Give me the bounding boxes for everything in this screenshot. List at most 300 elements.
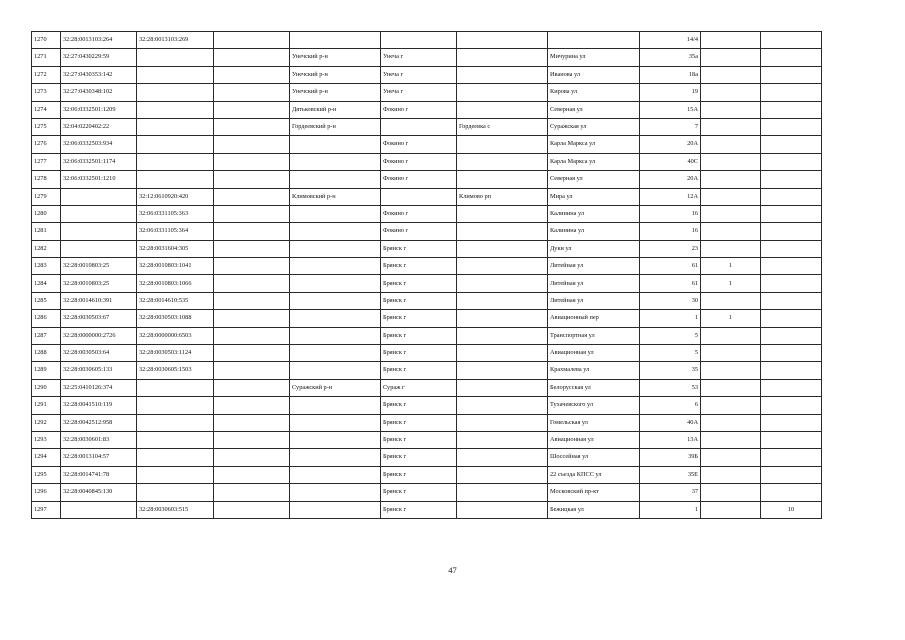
region-cell xyxy=(214,84,290,101)
cadastral-number-cell: 32:06:0332501:1209 xyxy=(61,101,137,118)
house-number-cell: 18а xyxy=(640,66,701,83)
settlement-cell xyxy=(457,327,548,344)
table-row xyxy=(32,118,822,135)
property-register-table xyxy=(31,31,822,519)
table-row xyxy=(32,292,822,309)
row-number-cell: 1284 xyxy=(32,275,61,292)
settlement-cell xyxy=(457,223,548,240)
apartment-cell xyxy=(761,66,822,83)
row-number-cell: 1281 xyxy=(32,223,61,240)
apartment-cell xyxy=(761,240,822,257)
house-number-cell: 7 xyxy=(640,118,701,135)
settlement-cell xyxy=(457,379,548,396)
district-cell: Дятьковский р-н xyxy=(290,101,381,118)
house-number-cell: 5 xyxy=(640,345,701,362)
city-cell: Брянск г xyxy=(381,397,457,414)
apartment-cell xyxy=(761,275,822,292)
district-cell xyxy=(290,310,381,327)
region-cell xyxy=(214,49,290,66)
building-cell xyxy=(701,327,761,344)
settlement-cell xyxy=(457,66,548,83)
cadastral-number-cell xyxy=(61,205,137,222)
building-cell xyxy=(701,188,761,205)
district-cell xyxy=(290,397,381,414)
house-number-cell: 61 xyxy=(640,258,701,275)
settlement-cell: Климово рп xyxy=(457,188,548,205)
apartment-cell xyxy=(761,397,822,414)
district-cell: Суражский р-н xyxy=(290,379,381,396)
district-cell xyxy=(290,136,381,153)
region-cell xyxy=(214,136,290,153)
table-row xyxy=(32,362,822,379)
apartment-cell xyxy=(761,188,822,205)
premises-cadastral-number-cell xyxy=(137,466,214,483)
house-number-cell: 35Е xyxy=(640,466,701,483)
city-cell: Брянск г xyxy=(381,431,457,448)
row-number-cell: 1289 xyxy=(32,362,61,379)
house-number-cell: 39Б xyxy=(640,449,701,466)
settlement-cell xyxy=(457,414,548,431)
building-cell xyxy=(701,118,761,135)
city-cell: Брянск г xyxy=(381,414,457,431)
city-cell: Брянск г xyxy=(381,362,457,379)
street-cell: Дуки ул xyxy=(548,240,640,257)
apartment-cell xyxy=(761,118,822,135)
premises-cadastral-number-cell: 32:28:0031604:305 xyxy=(137,240,214,257)
building-cell: 1 xyxy=(701,258,761,275)
city-cell: Унеча г xyxy=(381,49,457,66)
region-cell xyxy=(214,397,290,414)
row-number-cell: 1277 xyxy=(32,153,61,170)
region-cell xyxy=(214,101,290,118)
city-cell: Фокино г xyxy=(381,136,457,153)
table-body xyxy=(32,32,822,519)
region-cell xyxy=(214,240,290,257)
city-cell: Фокино г xyxy=(381,223,457,240)
house-number-cell: 1 xyxy=(640,501,701,518)
premises-cadastral-number-cell: 32:06:0331105:363 xyxy=(137,205,214,222)
street-cell: Мира ул xyxy=(548,188,640,205)
table-row xyxy=(32,153,822,170)
region-cell xyxy=(214,188,290,205)
city-cell: Фокино г xyxy=(381,171,457,188)
region-cell xyxy=(214,223,290,240)
district-cell xyxy=(290,431,381,448)
premises-cadastral-number-cell: 32:28:0030603:515 xyxy=(137,501,214,518)
cadastral-number-cell xyxy=(61,501,137,518)
row-number-cell: 1270 xyxy=(32,32,61,49)
premises-cadastral-number-cell xyxy=(137,171,214,188)
street-cell: Белорусская ул xyxy=(548,379,640,396)
street-cell: Бежицкая ул xyxy=(548,501,640,518)
building-cell xyxy=(701,49,761,66)
house-number-cell: 35а xyxy=(640,49,701,66)
building-cell xyxy=(701,414,761,431)
table-row xyxy=(32,171,822,188)
street-cell: Иванова ул xyxy=(548,66,640,83)
settlement-cell xyxy=(457,240,548,257)
region-cell xyxy=(214,414,290,431)
row-number-cell: 1292 xyxy=(32,414,61,431)
district-cell xyxy=(290,223,381,240)
apartment-cell xyxy=(761,449,822,466)
cadastral-number-cell: 32:27:0430229:59 xyxy=(61,49,137,66)
street-cell: Крахмалева ул xyxy=(548,362,640,379)
district-cell xyxy=(290,240,381,257)
district-cell: Унечский р-н xyxy=(290,49,381,66)
region-cell xyxy=(214,466,290,483)
settlement-cell xyxy=(457,484,548,501)
premises-cadastral-number-cell xyxy=(137,118,214,135)
premises-cadastral-number-cell xyxy=(137,379,214,396)
region-cell xyxy=(214,449,290,466)
settlement-cell xyxy=(457,292,548,309)
cadastral-number-cell: 32:28:0042512:958 xyxy=(61,414,137,431)
house-number-cell: 14/4 xyxy=(640,32,701,49)
settlement-cell xyxy=(457,275,548,292)
apartment-cell xyxy=(761,292,822,309)
district-cell xyxy=(290,466,381,483)
district-cell xyxy=(290,345,381,362)
house-number-cell: 20А xyxy=(640,171,701,188)
city-cell: Брянск г xyxy=(381,449,457,466)
table-row xyxy=(32,66,822,83)
house-number-cell: 53 xyxy=(640,379,701,396)
cadastral-number-cell: 32:28:0040845:130 xyxy=(61,484,137,501)
settlement-cell xyxy=(457,101,548,118)
street-cell: Транспортная ул xyxy=(548,327,640,344)
table-row xyxy=(32,397,822,414)
city-cell xyxy=(381,188,457,205)
row-number-cell: 1294 xyxy=(32,449,61,466)
house-number-cell: 5 xyxy=(640,327,701,344)
district-cell xyxy=(290,362,381,379)
district-cell xyxy=(290,258,381,275)
district-cell xyxy=(290,205,381,222)
street-cell: Кирова ул xyxy=(548,84,640,101)
house-number-cell: 16 xyxy=(640,205,701,222)
table-row xyxy=(32,136,822,153)
city-cell: Брянск г xyxy=(381,292,457,309)
street-cell: Литейная ул xyxy=(548,292,640,309)
settlement-cell xyxy=(457,84,548,101)
building-cell xyxy=(701,345,761,362)
premises-cadastral-number-cell xyxy=(137,101,214,118)
cadastral-number-cell: 32:28:0010803:25 xyxy=(61,258,137,275)
building-cell xyxy=(701,240,761,257)
street-cell: Шоссейная ул xyxy=(548,449,640,466)
row-number-cell: 1290 xyxy=(32,379,61,396)
premises-cadastral-number-cell xyxy=(137,66,214,83)
settlement-cell xyxy=(457,205,548,222)
table-row xyxy=(32,223,822,240)
table-row xyxy=(32,327,822,344)
street-cell: Карла Маркса ул xyxy=(548,153,640,170)
district-cell xyxy=(290,275,381,292)
district-cell xyxy=(290,414,381,431)
premises-cadastral-number-cell xyxy=(137,397,214,414)
street-cell: Мичурина ул xyxy=(548,49,640,66)
street-cell: 22 съезда КПСС ул xyxy=(548,466,640,483)
city-cell: Унеча г xyxy=(381,66,457,83)
apartment-cell xyxy=(761,379,822,396)
row-number-cell: 1295 xyxy=(32,466,61,483)
region-cell xyxy=(214,118,290,135)
street-cell: Литейная ул xyxy=(548,275,640,292)
house-number-cell: 1 xyxy=(640,310,701,327)
row-number-cell: 1278 xyxy=(32,171,61,188)
settlement-cell xyxy=(457,258,548,275)
cadastral-number-cell xyxy=(61,223,137,240)
house-number-cell: 35 xyxy=(640,362,701,379)
settlement-cell xyxy=(457,449,548,466)
cadastral-number-cell: 32:28:0014610:391 xyxy=(61,292,137,309)
row-number-cell: 1288 xyxy=(32,345,61,362)
row-number-cell: 1275 xyxy=(32,118,61,135)
premises-cadastral-number-cell: 32:28:0013103:269 xyxy=(137,32,214,49)
settlement-cell xyxy=(457,362,548,379)
settlement-cell xyxy=(457,501,548,518)
building-cell xyxy=(701,362,761,379)
premises-cadastral-number-cell: 32:28:0014610:535 xyxy=(137,292,214,309)
building-cell xyxy=(701,484,761,501)
settlement-cell: Гордеевка с xyxy=(457,118,548,135)
house-number-cell: 23 xyxy=(640,240,701,257)
house-number-cell: 20А xyxy=(640,136,701,153)
premises-cadastral-number-cell xyxy=(137,431,214,448)
apartment-cell xyxy=(761,205,822,222)
premises-cadastral-number-cell: 32:28:0000000:6503 xyxy=(137,327,214,344)
district-cell: Унечский р-н xyxy=(290,84,381,101)
region-cell xyxy=(214,32,290,49)
row-number-cell: 1283 xyxy=(32,258,61,275)
row-number-cell: 1297 xyxy=(32,501,61,518)
table-row xyxy=(32,431,822,448)
premises-cadastral-number-cell xyxy=(137,49,214,66)
premises-cadastral-number-cell xyxy=(137,414,214,431)
row-number-cell: 1287 xyxy=(32,327,61,344)
table-row xyxy=(32,466,822,483)
cadastral-number-cell: 32:27:0430353:142 xyxy=(61,66,137,83)
settlement-cell xyxy=(457,136,548,153)
apartment-cell xyxy=(761,431,822,448)
street-cell: Авиационная ул xyxy=(548,345,640,362)
building-cell xyxy=(701,466,761,483)
apartment-cell xyxy=(761,345,822,362)
region-cell xyxy=(214,362,290,379)
settlement-cell xyxy=(457,345,548,362)
apartment-cell xyxy=(761,171,822,188)
table-row xyxy=(32,484,822,501)
city-cell: Фокино г xyxy=(381,153,457,170)
house-number-cell: 30 xyxy=(640,292,701,309)
region-cell xyxy=(214,501,290,518)
table-row xyxy=(32,49,822,66)
district-cell xyxy=(290,501,381,518)
table-row xyxy=(32,258,822,275)
cadastral-number-cell: 32:28:0041510:119 xyxy=(61,397,137,414)
settlement-cell xyxy=(457,49,548,66)
row-number-cell: 1285 xyxy=(32,292,61,309)
street-cell: Карла Маркса ул xyxy=(548,136,640,153)
apartment-cell xyxy=(761,49,822,66)
settlement-cell xyxy=(457,466,548,483)
city-cell: Брянск г xyxy=(381,258,457,275)
district-cell xyxy=(290,171,381,188)
table-row xyxy=(32,310,822,327)
street-cell: Авиационная ул xyxy=(548,431,640,448)
region-cell xyxy=(214,153,290,170)
city-cell: Брянск г xyxy=(381,275,457,292)
building-cell xyxy=(701,32,761,49)
table-row xyxy=(32,449,822,466)
row-number-cell: 1276 xyxy=(32,136,61,153)
region-cell xyxy=(214,275,290,292)
district-cell xyxy=(290,484,381,501)
apartment-cell: 10 xyxy=(761,501,822,518)
apartment-cell xyxy=(761,484,822,501)
settlement-cell xyxy=(457,153,548,170)
cadastral-number-cell: 32:28:0013103:264 xyxy=(61,32,137,49)
street-cell: Суражская ул xyxy=(548,118,640,135)
city-cell: Брянск г xyxy=(381,327,457,344)
street-cell: Северная ул xyxy=(548,101,640,118)
apartment-cell xyxy=(761,101,822,118)
house-number-cell: 40А xyxy=(640,414,701,431)
table-row xyxy=(32,414,822,431)
building-cell xyxy=(701,501,761,518)
row-number-cell: 1291 xyxy=(32,397,61,414)
city-cell: Фокино г xyxy=(381,101,457,118)
building-cell: 1 xyxy=(701,275,761,292)
premises-cadastral-number-cell xyxy=(137,136,214,153)
region-cell xyxy=(214,66,290,83)
district-cell: Унечский р-н xyxy=(290,66,381,83)
row-number-cell: 1273 xyxy=(32,84,61,101)
settlement-cell xyxy=(457,431,548,448)
apartment-cell xyxy=(761,84,822,101)
building-cell xyxy=(701,171,761,188)
city-cell: Брянск г xyxy=(381,310,457,327)
street-cell: Авиационный пер xyxy=(548,310,640,327)
apartment-cell xyxy=(761,32,822,49)
settlement-cell xyxy=(457,171,548,188)
region-cell xyxy=(214,171,290,188)
street-cell: Тухачевского ул xyxy=(548,397,640,414)
cadastral-number-cell xyxy=(61,188,137,205)
region-cell xyxy=(214,484,290,501)
row-number-cell: 1286 xyxy=(32,310,61,327)
cadastral-number-cell: 32:06:0332501:1210 xyxy=(61,171,137,188)
cadastral-number-cell: 32:28:0010803:25 xyxy=(61,275,137,292)
building-cell: 1 xyxy=(701,310,761,327)
row-number-cell: 1293 xyxy=(32,431,61,448)
cadastral-number-cell xyxy=(61,240,137,257)
row-number-cell: 1282 xyxy=(32,240,61,257)
region-cell xyxy=(214,292,290,309)
house-number-cell: 37 xyxy=(640,484,701,501)
region-cell xyxy=(214,379,290,396)
cadastral-number-cell: 32:28:0014741:78 xyxy=(61,466,137,483)
building-cell xyxy=(701,449,761,466)
premises-cadastral-number-cell: 32:28:0030503:1088 xyxy=(137,310,214,327)
settlement-cell xyxy=(457,397,548,414)
region-cell xyxy=(214,258,290,275)
city-cell: Брянск г xyxy=(381,345,457,362)
cadastral-number-cell: 32:25:0410126:374 xyxy=(61,379,137,396)
district-cell: Климовский р-н xyxy=(290,188,381,205)
row-number-cell: 1271 xyxy=(32,49,61,66)
apartment-cell xyxy=(761,310,822,327)
street-cell: Гомельская ул xyxy=(548,414,640,431)
premises-cadastral-number-cell: 32:12:0610920:420 xyxy=(137,188,214,205)
region-cell xyxy=(214,431,290,448)
premises-cadastral-number-cell xyxy=(137,484,214,501)
premises-cadastral-number-cell: 32:06:0331105:364 xyxy=(137,223,214,240)
premises-cadastral-number-cell: 32:28:0030605:1503 xyxy=(137,362,214,379)
table-row xyxy=(32,205,822,222)
building-cell xyxy=(701,153,761,170)
building-cell xyxy=(701,292,761,309)
table-row xyxy=(32,275,822,292)
street-cell: Московский пр-кт xyxy=(548,484,640,501)
district-cell xyxy=(290,327,381,344)
street-cell: Северная ул xyxy=(548,171,640,188)
row-number-cell: 1296 xyxy=(32,484,61,501)
settlement-cell xyxy=(457,310,548,327)
cadastral-number-cell: 32:27:0430348:102 xyxy=(61,84,137,101)
street-cell: Литейная ул xyxy=(548,258,640,275)
premises-cadastral-number-cell: 32:28:0030503:1124 xyxy=(137,345,214,362)
cadastral-number-cell: 32:06:0332501:1174 xyxy=(61,153,137,170)
cadastral-number-cell: 32:28:0013104:57 xyxy=(61,449,137,466)
region-cell xyxy=(214,205,290,222)
row-number-cell: 1272 xyxy=(32,66,61,83)
street-cell: Калинина ул xyxy=(548,205,640,222)
district-cell xyxy=(290,153,381,170)
city-cell xyxy=(381,32,457,49)
city-cell: Брянск г xyxy=(381,501,457,518)
cadastral-number-cell: 32:04:0220402:22 xyxy=(61,118,137,135)
table-row xyxy=(32,501,822,518)
row-number-cell: 1274 xyxy=(32,101,61,118)
house-number-cell: 6 xyxy=(640,397,701,414)
row-number-cell: 1279 xyxy=(32,188,61,205)
building-cell xyxy=(701,205,761,222)
city-cell: Брянск г xyxy=(381,240,457,257)
row-number-cell: 1280 xyxy=(32,205,61,222)
building-cell xyxy=(701,397,761,414)
apartment-cell xyxy=(761,258,822,275)
building-cell xyxy=(701,101,761,118)
house-number-cell: 15А xyxy=(640,101,701,118)
table-row xyxy=(32,188,822,205)
premises-cadastral-number-cell: 32:28:0010803:1066 xyxy=(137,275,214,292)
city-cell: Унеча г xyxy=(381,84,457,101)
house-number-cell: 16 xyxy=(640,223,701,240)
street-cell xyxy=(548,32,640,49)
table-row xyxy=(32,379,822,396)
city-cell xyxy=(381,118,457,135)
apartment-cell xyxy=(761,362,822,379)
city-cell: Брянск г xyxy=(381,466,457,483)
cadastral-number-cell: 32:28:0030605:133 xyxy=(61,362,137,379)
district-cell xyxy=(290,32,381,49)
building-cell xyxy=(701,379,761,396)
table-row xyxy=(32,101,822,118)
cadastral-number-cell: 32:06:0332503:934 xyxy=(61,136,137,153)
table-row xyxy=(32,32,822,49)
